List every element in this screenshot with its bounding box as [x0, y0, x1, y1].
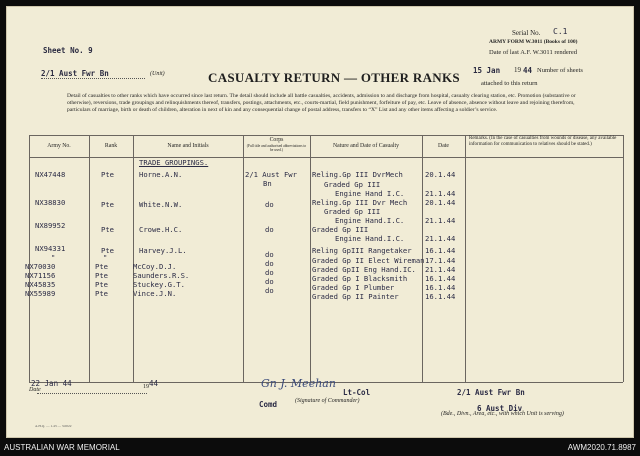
return-year: 44 [149, 379, 159, 388]
cell-date: 21.1.44 [425, 265, 456, 274]
table-header-border [29, 157, 623, 158]
cell-nature: Reling GpIII Rangetaker [312, 246, 412, 255]
cell-rank-ditto: " [103, 253, 108, 262]
date-year-prefix: 19 [514, 66, 521, 74]
cell-name: White.N.W. [139, 200, 183, 209]
cell-army-no-ditto: " [51, 253, 56, 262]
cell-rank: Pte [95, 271, 108, 280]
cell-date: 21.1.44 [425, 234, 456, 243]
header-corps-note: (Full title and authorised abbreviations to be used.) [246, 144, 307, 152]
intro-paragraph: Detail of casualties to other ranks which have occurred since last return. The detail should include all battle casualties, accidents, admission to and discharge from hospital, casualty clearing station, etc. Promotion (substantive or otherwise), reversions, trade groupings and relinquishments thereof, transfers, postings, attachments, etc., courts-martial, field punishment, forfeiture of pay, etc. Leave of absence, absence without leave and rejoining therefrom, particulars of marriage, birth or death of children, alteration in next of kin and any consequential change of postal address, transfers to “X” List and any other items affecting a soldier’s service. [67, 93, 576, 113]
cell-nature: Reling.Gp III Dvr Mech [312, 198, 408, 207]
date-value: 15 Jan [473, 66, 501, 75]
unit-caption: (Bde., Divn., Area, etc., with which Unit is serving) [441, 411, 564, 417]
cell-nature: Reling.Gp III DvrMech [312, 170, 403, 179]
cell-rank: Pte [95, 289, 108, 298]
signature-caption: (Signature of Commander) [295, 398, 360, 404]
unit-value: 2/1 Aust Fwr Bn [41, 69, 109, 78]
cell-date: 20.1.44 [425, 198, 456, 207]
cell-rank: Pte [101, 225, 114, 234]
col-divider [310, 135, 311, 382]
header-corps: Corps [269, 137, 284, 143]
cell-date: 16.1.44 [425, 246, 456, 255]
cell-rank: Pte [101, 170, 114, 179]
cell-army-no: NX55989 [25, 289, 56, 298]
cell-army-no: NX94331 [35, 244, 66, 253]
col-divider [623, 135, 624, 382]
header-date: Date [438, 143, 449, 149]
cell-name: Saunders.R.S. [133, 271, 190, 280]
header-name: Name and Initials [167, 143, 209, 149]
cell-name: Vince.J.N. [133, 289, 177, 298]
archive-footer [0, 440, 640, 456]
form-code: A.H.Q. — 1.43 — 3.0022 [35, 424, 72, 428]
date-underline [37, 393, 147, 394]
cell-rank: Pte [95, 280, 108, 289]
cell-army-no: NX47448 [35, 170, 66, 179]
cell-rank: Pte [101, 246, 114, 255]
cell-date: 16.1.44 [425, 292, 456, 301]
cell-name: Stuckey.G.T. [133, 280, 185, 289]
cell-army-no: NX70030 [25, 262, 56, 271]
header-army-no: Army No. [47, 143, 71, 149]
serial-label: Serial No. [512, 29, 541, 37]
cell-army-no: NX71156 [25, 271, 56, 280]
date-label: Date [29, 387, 41, 393]
header-rank: Rank [104, 143, 118, 149]
col-divider [29, 135, 30, 382]
cell-corps-ditto: do [265, 268, 274, 277]
cell-rank: Pte [101, 200, 114, 209]
cell-corps-ditto: do [265, 286, 274, 295]
cell-date: 16.1.44 [425, 274, 456, 283]
year-prefix: 19 [143, 384, 149, 390]
serving-unit: 2/1 Aust Fwr Bn [457, 388, 525, 397]
cell-date: 21.1.44 [425, 216, 456, 225]
unit-suffix: (Unit) [150, 71, 165, 77]
cell-nature: Graded Gp III [312, 225, 369, 234]
army-form-label: ARMY FORM W.3011 (Books of 100) [489, 39, 578, 45]
section-heading: TRADE GROUPINGS. [139, 158, 209, 167]
cell-corps-ditto: do [265, 225, 274, 234]
cell-corps-ditto: do [265, 200, 274, 209]
cell-nature: Graded Gp I Plumber [312, 283, 395, 292]
header-nature: Nature and Date of Casualty [333, 143, 399, 149]
cell-name: Horne.A.N. [139, 170, 183, 179]
cell-army-no: NX38830 [35, 198, 66, 207]
serial-value: C.1 [553, 27, 568, 36]
cell-corps: 2/1 Aust Fwr [245, 170, 297, 179]
commander-comd: Comd [259, 400, 278, 409]
cell-army-no: NX89952 [35, 221, 66, 230]
return-date: 22 Jan 44 [31, 379, 72, 388]
cell-nature: Graded Gp II Painter [312, 292, 399, 301]
form-title: CASUALTY RETURN — OTHER RANKS [208, 70, 460, 85]
attached-label: attached to this return [481, 80, 538, 87]
cell-army-no: NX45835 [25, 280, 56, 289]
cell-nature: Engine Hand I.C. [335, 189, 405, 198]
col-divider [243, 135, 244, 382]
date-last-label: Date of last A.F. W.3011 rendered [489, 49, 578, 56]
date-year: 44 [523, 66, 533, 75]
cell-corps-ditto: do [265, 250, 274, 259]
cell-nature: Graded Gp III [324, 180, 381, 189]
cell-name: Crowe.H.C. [139, 225, 183, 234]
cell-corps-ditto: do [265, 277, 274, 286]
col-divider [89, 135, 90, 382]
cell-date: 20.1.44 [425, 170, 456, 179]
unit-underline [41, 78, 145, 79]
cell-rank: Pte [95, 262, 108, 271]
sheet-number: Sheet No. 9 [43, 46, 93, 55]
cell-name: Harvey.J.L. [139, 246, 187, 255]
cell-nature: Graded Gp I Blacksmith [312, 274, 408, 283]
cell-nature: Engine Hand.I.C. [335, 216, 405, 225]
cell-nature: Graded GpII Eng Hand.IC. [312, 265, 416, 274]
header-remarks: Remarks. (In the case of casualties from wounds or disease, any available information for communication to relatives should be stated.) [469, 136, 617, 147]
cell-corps-cont: Bn [263, 179, 272, 188]
commander-signature: Gn J. Meehan [261, 377, 336, 390]
cell-name: McCoy.D.J. [133, 262, 177, 271]
cell-nature: Graded Gp II Elect Wireman [312, 256, 425, 265]
cell-corps-ditto: do [265, 259, 274, 268]
cell-nature: Engine Hand.I.C. [335, 234, 405, 243]
archive-name: AUSTRALIAN WAR MEMORIAL [4, 443, 120, 452]
cell-nature: Graded Gp III [324, 207, 381, 216]
cell-date: 16.1.44 [425, 283, 456, 292]
cell-date: 17.1.44 [425, 256, 456, 265]
cell-date: 21.1.44 [425, 189, 456, 198]
form-sheet [6, 6, 634, 438]
serving-division: 6 Aust Div [477, 404, 523, 413]
commander-rank: Lt-Col [343, 388, 371, 397]
col-divider [465, 135, 466, 382]
archive-reference: AWM2020.71.8987 [567, 443, 636, 452]
col-divider [133, 135, 134, 382]
sheets-label: Number of sheets [537, 67, 583, 74]
